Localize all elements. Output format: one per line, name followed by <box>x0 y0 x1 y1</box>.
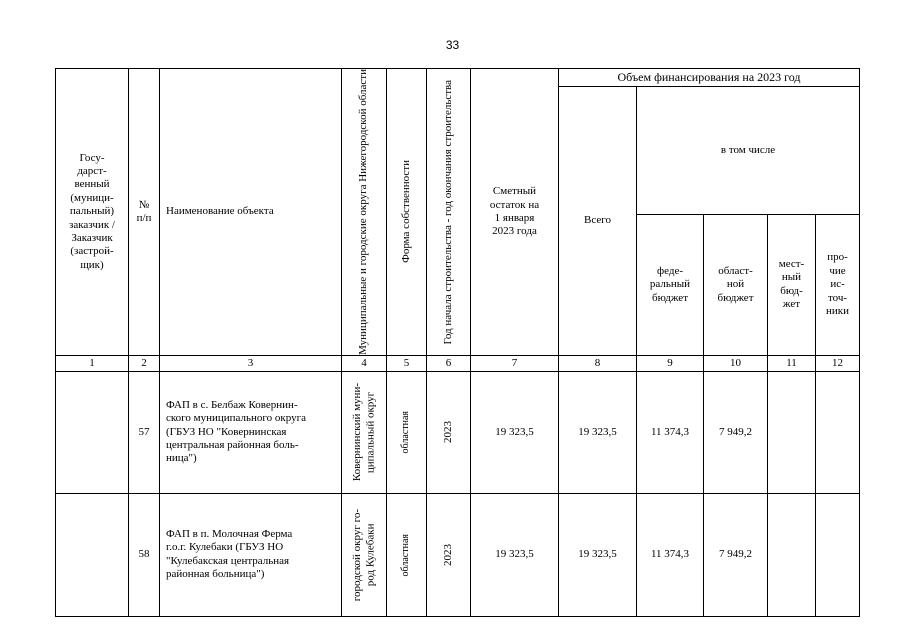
row-years <box>427 371 471 493</box>
table-row <box>56 493 860 616</box>
column-number: 1 <box>56 355 129 371</box>
row-object-name-text: ФАП в с. Белбаж Ковернин- ского муниципального округа (ГБУЗ НО "Ковернинская центральная районная боль- ница") <box>166 398 307 465</box>
header-years-text: Год начала строительства - год окончания строительства <box>441 79 454 345</box>
header-other <box>816 214 860 355</box>
row-ownership <box>387 493 427 616</box>
row-ownership-text: областная <box>400 411 412 454</box>
column-number: 12 <box>816 355 860 371</box>
row-num: 57 <box>129 371 160 493</box>
header-regional <box>704 214 768 355</box>
header-balance <box>471 69 559 356</box>
row-years <box>427 493 471 616</box>
header-local <box>768 214 816 355</box>
header-balance-text: Сметный остаток на 1 января 2023 года <box>489 185 540 238</box>
header-total: Всего <box>559 87 637 356</box>
header-regional-text: област- ной бюджет <box>717 264 754 304</box>
row-local <box>768 371 816 493</box>
row-ownership <box>387 371 427 493</box>
row-other <box>816 371 860 493</box>
row-customer <box>56 493 129 616</box>
row-federal: 11 374,3 <box>637 371 704 493</box>
row-regional: 7 949,2 <box>704 371 768 493</box>
row-customer <box>56 371 129 493</box>
row-total: 19 323,5 <box>559 371 637 493</box>
header-object-name: Наименование объекта <box>160 69 342 356</box>
row-balance: 19 323,5 <box>471 371 559 493</box>
header-customer-text: Госу- дарст- венный (муници- пальный) заказчик / Заказчик (застрой- щик) <box>69 151 115 271</box>
header-other-text: про- чие ис- точ- ники <box>826 251 850 317</box>
column-number: 3 <box>160 355 342 371</box>
header-financing: Объем финансирования на 2023 год <box>559 69 860 87</box>
row-ownership-text: областная <box>400 533 412 577</box>
column-number: 7 <box>471 355 559 371</box>
row-object-name <box>160 371 342 493</box>
row-other <box>816 493 860 616</box>
header-municipality-text: Муниципальные и городские округа Нижегородской области <box>357 69 370 355</box>
column-number: 6 <box>427 355 471 371</box>
row-object-name-text: ФАП в п. Молочная Ферма г.о.г. Кулебаки (ГБУЗ НО "Кулебакская центральная районная больница") <box>166 528 293 581</box>
row-num: 58 <box>129 493 160 616</box>
header-including: в том числе <box>637 87 860 215</box>
header-federal-text: феде- ральный бюджет <box>649 264 691 304</box>
row-balance: 19 323,5 <box>471 493 559 616</box>
row-object-name <box>160 493 342 616</box>
header-customer <box>56 69 129 356</box>
row-years-text: 2023 <box>441 421 454 444</box>
column-number: 10 <box>704 355 768 371</box>
row-years-text: 2023 <box>441 543 454 566</box>
financing-table <box>55 68 860 617</box>
column-number: 5 <box>387 355 427 371</box>
row-local <box>768 493 816 616</box>
row-municipality <box>342 493 387 616</box>
column-number: 2 <box>129 355 160 371</box>
header-num-text: № п/п <box>136 198 152 224</box>
column-number: 4 <box>342 355 387 371</box>
table-row <box>56 371 860 493</box>
row-regional: 7 949,2 <box>704 493 768 616</box>
header-ownership-text: Форма собственности <box>399 160 412 264</box>
header-num <box>129 69 160 356</box>
column-number: 9 <box>637 355 704 371</box>
column-numbers-row <box>56 355 860 371</box>
header-municipality <box>342 69 387 356</box>
row-municipality-text: городской округ го- род Кулебаки <box>350 508 376 601</box>
column-number: 11 <box>768 355 816 371</box>
page-number: 33 <box>445 38 460 52</box>
row-municipality-text: Ковернинский муни- ципальный округ <box>350 383 376 482</box>
row-total: 19 323,5 <box>559 493 637 616</box>
row-municipality <box>342 371 387 493</box>
header-local-text: мест- ный бюд- жет <box>778 258 805 311</box>
header-federal <box>637 214 704 355</box>
row-federal: 11 374,3 <box>637 493 704 616</box>
header-ownership <box>387 69 427 356</box>
header-years <box>427 69 471 356</box>
column-number: 8 <box>559 355 637 371</box>
